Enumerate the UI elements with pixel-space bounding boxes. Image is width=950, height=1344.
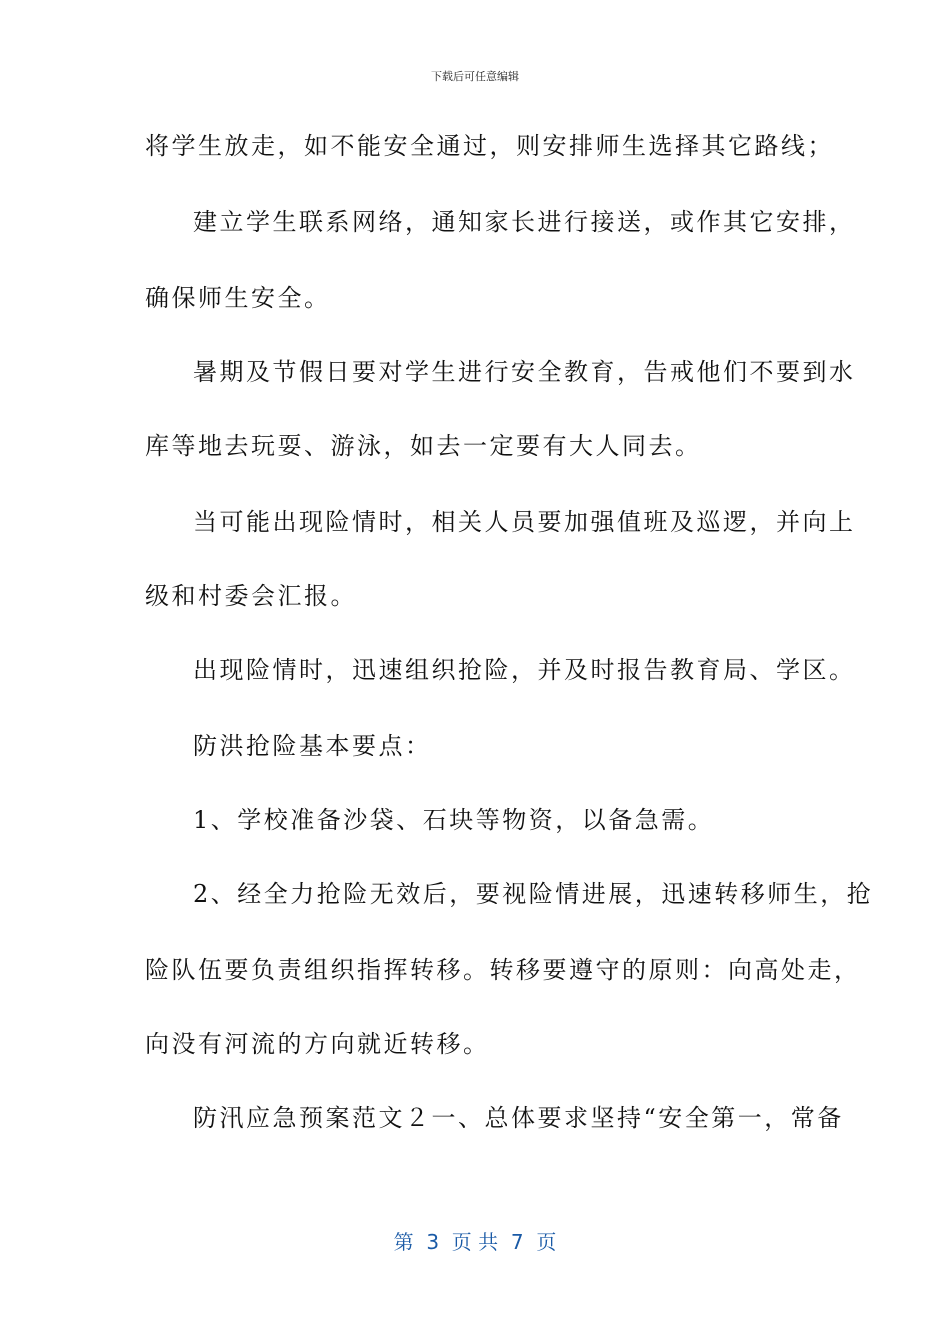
text-line: 防汛应急预案范文２一、总体要求坚持“安全第一，常备 — [193, 1104, 844, 1132]
text-line: 当可能出现险情时，相关人员要加强值班及巡逻，并向上 — [193, 508, 856, 536]
text-line: 出现险情时，迅速组织抢险，并及时报告教育局、学区。 — [193, 656, 856, 684]
text-line: 将学生放走，如不能安全通过，则安排师生选择其它路线； — [145, 132, 834, 160]
text-line: 1、学校准备沙袋、石块等物资，以备急需。 — [193, 806, 715, 834]
text-line: 2、经全力抢险无效后，要视险情进展，迅速转移师生，抢 — [193, 880, 874, 908]
text-line: 向没有河流的方向就近转移。 — [145, 1030, 490, 1058]
text-line: 确保师生安全。 — [145, 284, 331, 312]
text-line: 防洪抢险基本要点： — [193, 732, 432, 760]
text-line: 级和村委会汇报。 — [145, 582, 357, 610]
text-line: 库等地去玩耍、游泳，如去一定要有大人同去。 — [145, 432, 702, 460]
text-line: 暑期及节假日要对学生进行安全教育，告戒他们不要到水 — [193, 358, 856, 386]
text-line: 建立学生联系网络，通知家长进行接送，或作其它安排， — [193, 208, 856, 236]
text-line: 险队伍要负责组织指挥转移。转移要遵守的原则：向高处走， — [145, 956, 861, 984]
page-number-footer: 第 3 页 共 7 页 — [393, 1230, 557, 1254]
page-header: 下载后可任意编辑 — [431, 70, 519, 83]
